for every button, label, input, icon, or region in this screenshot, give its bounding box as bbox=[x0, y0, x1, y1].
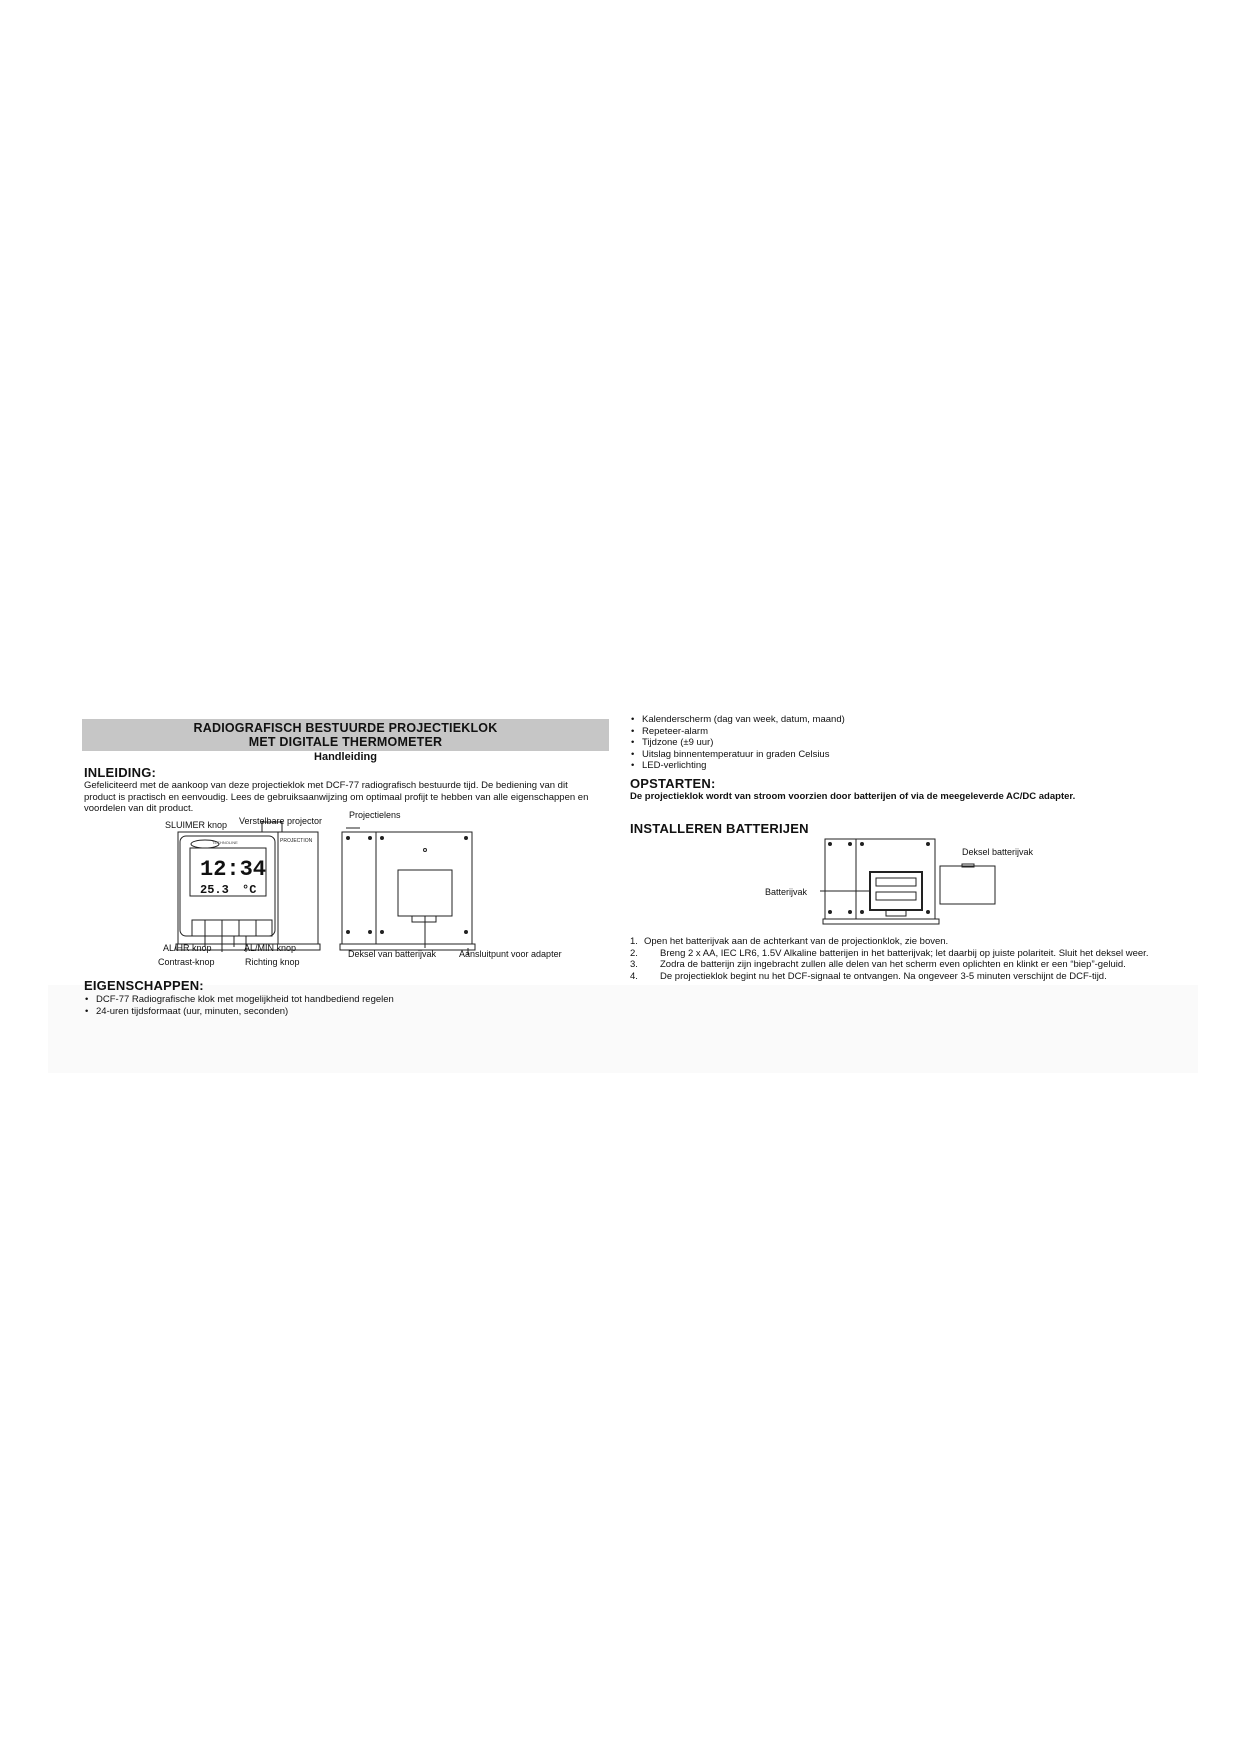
label-contrast: Contrast-knop bbox=[158, 957, 215, 967]
feature-item: • LED-verlichting bbox=[630, 760, 1150, 772]
intro-heading: INLEIDING: bbox=[84, 765, 157, 780]
step-number: 4. bbox=[630, 970, 638, 982]
intro-text: Gefeliciteerd met de aankoop van deze projectieklok met DCF-77 radiografisch bestuurde tijd. De bediening van dit product is practisch en eenvoudig. Lees de gebruiksaanwijzing om optimaal profijt te hebben van alle eigenschappen en voordelen van dit product. bbox=[84, 780, 589, 814]
label-deksel-batterijvak: Deksel batterijvak bbox=[962, 847, 1034, 857]
step-item bbox=[630, 936, 1150, 948]
step-text: Zodra de batterijn zijn ingebracht zullen alle delen van het scherm even oplichten en klinkt er een “biep”-geluid. bbox=[660, 959, 1126, 970]
label-batterijvak: Batterijvak bbox=[765, 887, 808, 897]
label-projector: Verstelbare projector bbox=[239, 816, 323, 826]
battery-steps bbox=[630, 936, 1150, 982]
label-aansluit: Aansluitpunt voor adapter bbox=[459, 949, 562, 959]
startup-text: De projectieklok wordt van stroom voorzien door batterijen of via de meegeleverde AC/DC adapter. bbox=[630, 791, 1076, 802]
step-number: 1. bbox=[630, 936, 638, 947]
clock-brand: TECHNOLINE bbox=[212, 840, 238, 845]
clock-back-drawing bbox=[340, 828, 475, 950]
feature-item: • Uitslag binnentemperatuur in graden Celsius bbox=[630, 749, 1150, 761]
label-richting: Richting knop bbox=[245, 957, 300, 967]
label-lens: Projectielens bbox=[349, 810, 401, 820]
feature-item: • DCF-77 Radiografische klok met mogelijkheid tot handbediend regelen bbox=[84, 994, 594, 1006]
features-list-right bbox=[630, 714, 1150, 772]
label-sluimer: SLUIMER knop bbox=[165, 820, 228, 830]
clock-temp: 25.3 bbox=[200, 883, 229, 897]
features-list-left bbox=[84, 994, 594, 1017]
label-deksel: Deksel van batterijvak bbox=[348, 949, 437, 959]
feature-item: • Tijdzone (±9 uur) bbox=[630, 737, 1150, 749]
clock-figure bbox=[150, 820, 480, 960]
clock-time: 12:34 bbox=[200, 857, 267, 882]
title-line-1: RADIOGRAFISCH BESTUURDE PROJECTIEKLOK bbox=[193, 721, 498, 735]
label-alhr: AL/HR knop bbox=[163, 943, 212, 953]
step-number: 3. bbox=[630, 959, 638, 970]
batteries-heading: INSTALLEREN BATTERIJEN bbox=[630, 821, 809, 836]
feature-item: • Repeteer-alarm bbox=[630, 726, 1150, 738]
step-number: 2. bbox=[630, 947, 638, 959]
title-line-2: MET DIGITALE THERMOMETER bbox=[248, 735, 443, 749]
projection-label: PROJECTION bbox=[280, 838, 313, 844]
subtitle: Handleiding bbox=[314, 751, 377, 763]
clock-temp-unit: °C bbox=[242, 883, 257, 897]
label-almin: AL/MIN knop bbox=[244, 943, 297, 953]
startup-heading: OPSTARTEN: bbox=[630, 776, 716, 791]
step-item bbox=[630, 948, 1150, 960]
step-text: De projectieklok begint nu het DCF-signaal te ontvangen. Na ongeveer 3-5 minuten verschijnt de DCF-tijd. bbox=[660, 970, 1107, 982]
feature-item: • Kalenderscherm (dag van week, datum, maand) bbox=[630, 714, 1150, 726]
features-heading: EIGENSCHAPPEN: bbox=[84, 978, 204, 993]
step-item bbox=[630, 971, 1150, 983]
step-text: Breng 2 x AA, IEC LR6, 1.5V Alkaline batterijen in het batterijvak; let daarbij op juiste polariteit. Sluit het deksel weer. bbox=[660, 947, 1149, 959]
step-text: Open het batterijvak aan de achterkant van de projectionklok, zie boven. bbox=[644, 936, 949, 947]
feature-item: • 24-uren tijdsformaat (uur, minuten, seconden) bbox=[84, 1006, 594, 1018]
step-item bbox=[630, 959, 1150, 971]
title-box bbox=[82, 719, 609, 751]
